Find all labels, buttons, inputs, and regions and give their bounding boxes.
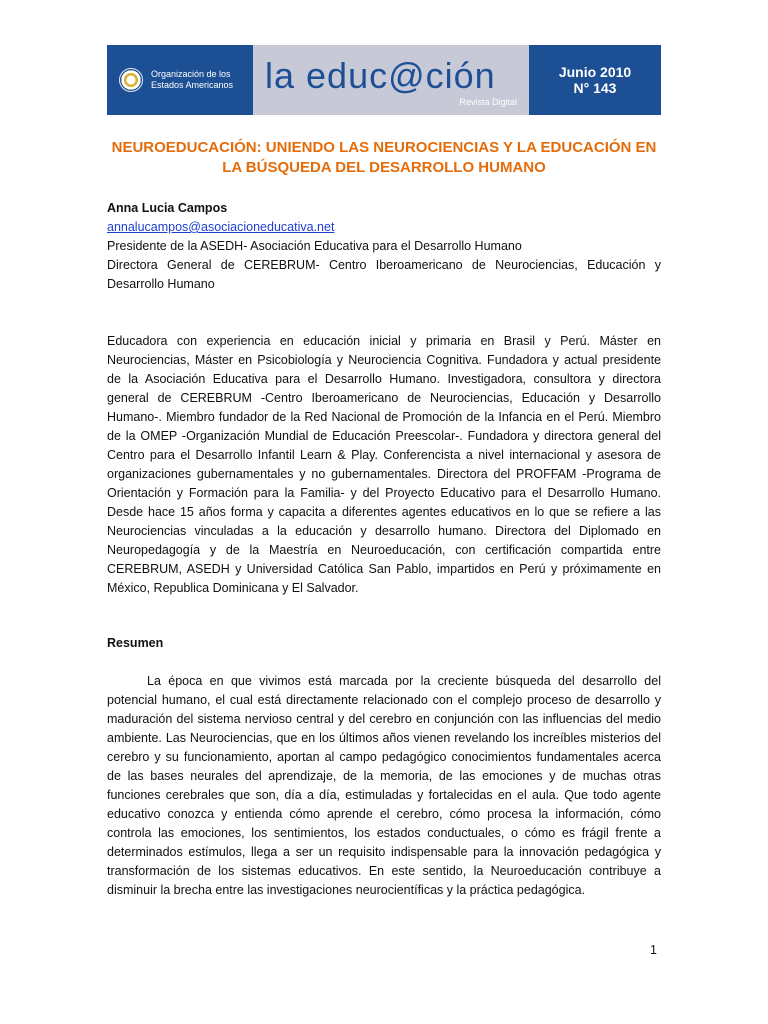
org-line-1: Organización de los <box>151 69 231 79</box>
author-name: Anna Lucia Campos <box>107 201 228 215</box>
author-role-1: Presidente de la ASEDH- Asociación Educativa para el Desarrollo Humano <box>107 239 522 253</box>
magazine-panel <box>253 45 529 115</box>
author-email-link[interactable]: annalucampos@asociacioneducativa.net <box>107 220 335 234</box>
org-name <box>151 69 233 91</box>
masthead-banner <box>107 45 661 115</box>
magazine-title: la educ@ción <box>265 55 496 96</box>
author-role-2: Directora General de CEREBRUM- Centro Iberoamericano de Neurociencias, Educación y Desarrollo Humano <box>107 258 661 291</box>
oas-panel <box>107 45 253 115</box>
issue-date: Junio 2010 <box>558 64 632 80</box>
resumen-heading: Resumen <box>107 636 164 650</box>
page-number: 1 <box>650 943 657 957</box>
issue-panel <box>529 45 661 115</box>
magazine-subtitle: Revista Digital <box>459 97 517 107</box>
author-bio: Educadora con experiencia en educación inicial y primaria en Brasil y Perú. Máster en Neurociencias, Máster en Psicobiología y Neurociencia Cognitiva. Fundadora y actual presidente de la Asociación Educativa para el Desarrollo Humano. Investigadora, consultora y directora general de CEREBRUM -Centro Iberoamericano de Neurociencias, Educación y Desarrollo Humano-. Miembro fundador de la Red Nacional de Promoción de la Infancia en el Perú. Miembro de la OMEP -Organización Mundial de Educación Preescolar-. Fundadora y directora general del Centro para el Desarrollo Infantil Learn & Play. Conferencista a nivel internacional y asesora de organizaciones gubernamentales y no gubernamentales. Directora del PROFFAM -Programa de Orientación y Formación para la Familia- y del Proyecto Educativo para el Desarrollo Humano. Desde hace 15 años forma y capacita a diferentes agentes educativos en lo que se refiere a las Neurociencias vinculadas a la educación y desarrollo humano. Directora del Diplomado en Neuropedagogía y de la Maestría en Neuroeducación, con certificación compartida entre CEREBRUM, ASEDH y Universidad Católica San Pablo, impartidos en Perú y próximamente en México, Republica Dominicana y El Salvador. <box>107 334 661 595</box>
article-headline: NEUROEDUCACIÓN: UNIENDO LAS NEUROCIENCIAS Y LA EDUCACIÓN EN LA BÚSQUEDA DEL DESARROLLO HUMANO <box>111 139 657 176</box>
issue-number: N° 143 <box>573 80 617 96</box>
resumen-paragraph: La época en que vivimos está marcada por la creciente búsqueda del desarrollo del potencial humano, el cual está directamente relacionado con el complejo proceso de desarrollo y maduración del sistema nervioso central y del cerebro en conjunción con las influencias del medio ambiente. Las Neurociencias, que en los últimos años vienen revelando los increíbles misterios del cerebro y su funcionamiento, aportan al campo pedagógico conocimientos fundamentales acerca de las bases neurales del aprendizaje, de la memoria, de las emociones y de muchas otras funciones cerebrales que son, día a día, estimuladas y fortalecidas en el aula. Que todo agente educativo conozca y entienda cómo aprende el cerebro, cómo procesa la información, cómo controla las emociones, los sentimientos, los estados conductuales, o cómo es frágil frente a determinados estímulos, llega a ser un requisito indispensable para la innovación pedagógica y transformación de los sistemas educativos. En este sentido, la Neuroeducación contribuye a disminuir la brecha entre las investigaciones neurocientíficas y la práctica pedagógica. <box>107 674 661 897</box>
oas-seal-icon <box>119 68 143 92</box>
org-line-2: Estados Americanos <box>151 80 234 90</box>
